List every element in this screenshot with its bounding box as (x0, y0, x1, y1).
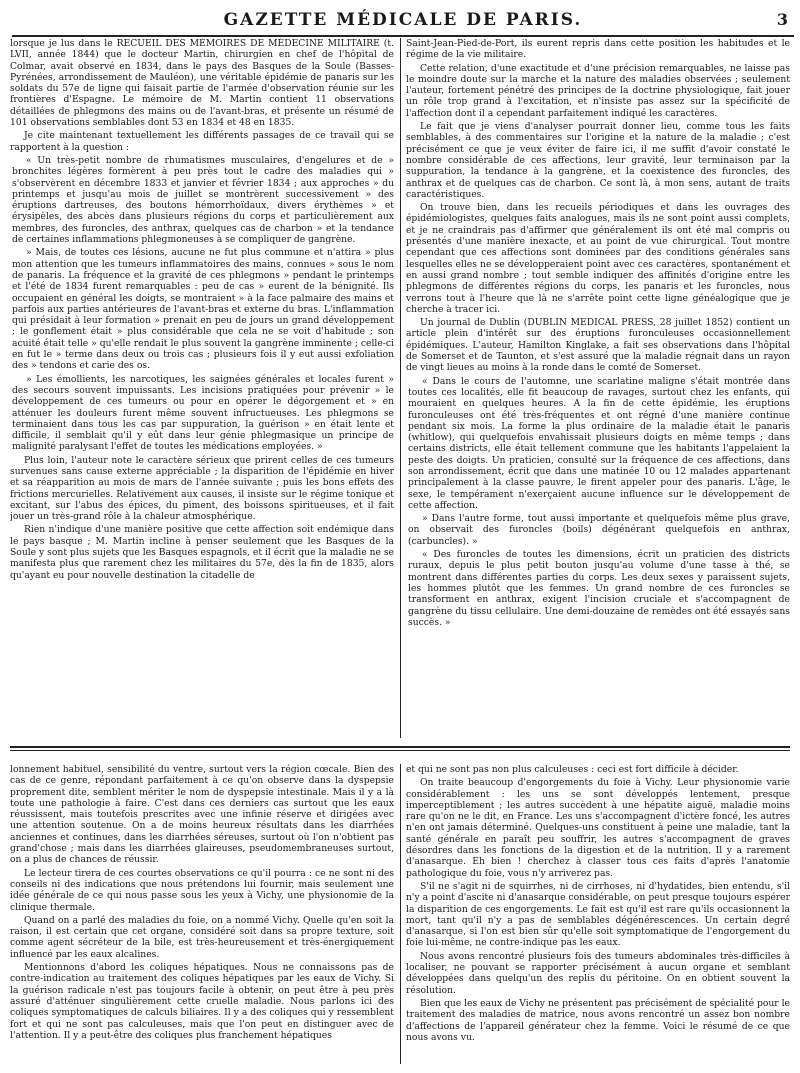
section-divider-thin (10, 750, 790, 751)
paragraph: On trouve bien, dans les recueils périodiques et dans les ouvrages des épidémiologistes, quelques faits analogues, mais ils ne sont point aussi complets, et je ne craindrais pas d'affirmer que généralement ils ont été mal compris ou présentés d'une manière inexacte, et au point de vue chirurgical. Tout montre cependant que ces affections sont dominées par des conditions générales sans lesquelles elles ne se développeraient point avec ces caractères, spontanément et en aussi grand nombre ; tout semble indiquer des affinités d'origine entre les phlegmons de différentes régions du corps, les panaris et les furoncles, nous verrons tout à l'heure que là ne s'arrête point cette ligne généalogique que je cherche à tracer ici. (406, 202, 790, 315)
paragraph: Je cite maintenant textuellement les différents passages de ce travail qui se rapportent à la question : (10, 130, 394, 153)
journal-title: GAZETTE MÉDICALE DE PARIS. (223, 10, 583, 30)
paragraph: Cette relation, d'une exactitude et d'une précision remarquables, ne laisse pas le moindre doute sur la marche et la nature des maladies observées ; seulement l'auteur, fortement pénétré des principes de la doctrine physiologique, fait jouer un rôle trop grand à l'excitation, et n'insiste pas assez sur la spécificité de l'affection dont il a cependant parfaitement indiqué les caractères. (406, 62, 790, 119)
paragraph: Un journal de Dublin (DUBLIN MEDICAL PRESS, 28 juillet 1852) contient un article plein d'intérêt sur des éruptions furonculeuses occasionnellement épidémiques. L'auteur, Hamilton Kinglake, a fait ses observations dans l'hôpital de Somerset et de Taunton, et s'est assuré que la maladie régnait dans un rayon de vingt lieues au moins à la ronde dans le comté de Somerset. (406, 317, 790, 374)
paragraph: Nous avons rencontré plusieurs fois des tumeurs abdominales très-difficiles à localiser, ne pouvant se rapporter précisément à aucun organe et semblant développées dans quelqu'un des replis du péritoine. On en obtient souvent la résolution. (406, 950, 790, 996)
quote-paragraph: « Des furoncles de toutes les dimensions, écrit un praticien des districts ruraux, depuis le plus petit bouton jusqu'au volume d'une tasse à thé, se montrent dans différentes parties du corps. Les deux sexes y paraissent sujets, les hommes plutôt que les femmes. Un grand nombre de ces furoncles se transforment en anthrax, exigent l'incision cruciale et s'accompagnent de gangrène du tissu cellulaire. Une demi-douzaine de remèdes ont été essayés sans succès. » (408, 549, 790, 628)
paragraph: Quand on a parlé des maladies du foie, on a nommé Vichy. Quelle qu'en soit la raison, il est certain que cet organe, considéré soit dans sa propre texture, soit comme agent sécréteur de la bile, est très-heureusement et très-énergiquement influencé par les eaux alcalines. (10, 914, 394, 960)
upper-right-column (406, 38, 790, 738)
quote-paragraph: » Mais, de toutes ces lésions, aucune ne fut plus commune et n'attira » plus mon attention que les tumeurs inflammatoires des mains, connues » sous le nom de panaris. La fréquence et la gravité de ces phlegmons » pendant le printemps et l'été de 1834 furent remarquables : peu de cas » eurent de la bénignité. Ils occupaient en général les doigts, se montraient » à la face palmaire des mains et parfois aux parties antérieures de l'avant-bras et externe du bras. L'inflammation qui présidait à leur formation » prenait en peu de jours un grand développement ; le gonflement était » plus considérable que cela ne se voit d'habitude ; son acuité était telle » qu'elle rendait le plus souvent la gangrène imminente ; celle-ci en fut le » terme dans deux ou trois cas ; plusieurs fois il y eut aussi exfoliation des » tendons et carie des os. (12, 247, 394, 372)
header-rule (12, 35, 794, 37)
paragraph: On traite beaucoup d'engorgements du foie à Vichy. Leur physionomie varie considérablement : les uns se sont développés lentement, presque imperceptiblement ; les autres succèdent à une hépatite aiguë, maladie moins rare qu'on ne le dit, en France. Les uns s'accompagnent d'ictère foncé, les autres n'en ont jamais déterminé. Quelques-uns constituent à peine une maladie, tant la santé générale en paraît peu souffrir, les autres s'accompagnent de graves désordres dans les fonctions de la digestion et de la nutrition. Il y a rarement d'anasarque. Eh bien ! cherchez à classer tous ces faits d'après l'anatomie pathologique du foie, vous n'y arriverez pas. (406, 777, 790, 879)
quote-paragraph: » Les émollients, les narcotiques, les saignées générales et locales furent » des secours souvent impuissants. Les incisions pratiquées pour prévenir » le développement de ces tumeurs ou pour en opérer le dégorgement et » en atténuer les douleurs furent même souvent infructueuses. Les phlegmons se terminaient dans tous les cas par suppuration, la guérison » en était lente et difficile, il semblait qu'il y eût dans leur génie phlegmasique un principe de malignité paralysant l'effet de toutes les médications employées. » (12, 373, 394, 453)
paragraph: Saint-Jean-Pied-de-Port, ils eurent repris dans cette position les habitudes et le régime de la vie militaire. (406, 38, 790, 61)
paragraph: Le fait que je viens d'analyser pourrait donner lieu, comme tous les faits semblables, à des commentaires sur l'origine et la nature de la maladie ; c'est précisément ce que je veux éviter de faire ici, il me suffit d'avoir constaté le nombre considérable de ces affections, leur gravité, leur terminaison par la suppuration, la tendance à la gangrène, et la coexistence des furoncles, des anthrax et de quelques cas de charbon. Ce sont là, à mon sens, autant de traits caractéristiques. (406, 121, 790, 200)
paragraph: Mentionnons d'abord les coliques hépatiques. Nous ne connaissons pas de contre-indication au traitement des coliques hépatiques par les eaux de Vichy. Si la guérison radicale n'est pas toujours facile à obtenir, on peut être à peu près assuré d'atténuer singulièrement cette cruelle maladie. Nous parlons ici des coliques symptomatiques de calculs biliaires. Il y a des coliques qui y ressemblent fort et qui ne sont pas calculeuses, mais que l'on peut en distinguer avec de l'attention. Il y a peut-être des coliques plus franchement hépatiques (10, 962, 394, 1041)
paragraph: lonnement habituel, sensibilité du ventre, surtout vers la région cœcale. Bien des cas de ce genre, répondant parfaitement à ce qu'on observe dans la dyspepsie proprement dite, semblent mériter le nom de dyspepsie intestinale. Mais il y a là toute une pathologie à faire. C'est dans ces derniers cas surtout que les eaux réussissent, mais toutefois prescrites avec une infinie réserve et dirigées avec une attention soutenue. On a de moins heureux résultats dans les diarrhées anciennes et continues, dans les diarrhées séreuses, surtout où l'on n'obtient pas grand'chose ; mais dans les diarrhées glaireuses, pseudomembraneuses surtout, on a plus de chances de réussir. (10, 764, 394, 866)
paragraph: S'il ne s'agit ni de squirrhes, ni de cirrhoses, ni d'hydatides, bien entendu, s'il n'y a point d'ascite ni d'anasarque considérable, on peut presque toujours espérer la disparition de ces engorgements. Le fait est qu'il est rare qu'ils occasionnent la mort, tant qu'il n'y a pas de semblables dégénérescences. Un certain degré d'anasarque, si l'on est bien sûr qu'elle soit symptomatique de l'engorgement du foie lui-même, ne contre-indique pas les eaux. (406, 880, 790, 949)
page-header (12, 6, 794, 34)
page-number: 3 (776, 10, 788, 29)
quote-paragraph: » Dans l'autre forme, tout aussi importante et quelquefois même plus grave, on observait des furoncles (boils) dégénérant quelquefois en anthrax, (carbuncles). » (408, 513, 790, 547)
lower-right-column (406, 764, 790, 1064)
upper-left-column (10, 38, 394, 738)
paragraph: et qui ne sont pas non plus calculeuses : ceci est fort difficile à décider. (406, 764, 739, 775)
column-divider-lower (400, 764, 401, 1064)
lower-left-column (10, 764, 394, 1064)
paragraph: Bien que les eaux de Vichy ne présentent pas précisément de spécialité pour le traitement des maladies de matrice, nous avons rencontré un assez bon nombre d'affections de l'appareil générateur chez la femme. Voici le résumé de ce que nous avons vu. (406, 997, 790, 1043)
paragraph: Rien n'indique d'une manière positive que cette affection soit endémique dans le pays basque ; M. Martin incline à penser seulement que les Basques de la Soule y sont plus sujets que les Basques espagnols, et il écrit que la maladie ne se manifesta plus que rarement chez les militaires du 57e, dès la fin de 1835, alors qu'ayant eu pour nouvelle destination la citadelle de (10, 524, 394, 581)
paragraph: Plus loin, l'auteur note le caractère sérieux que prirent celles de ces tumeurs survenues sans cause externe appréciable ; la disparition de l'épidémie en hiver et sa réapparition au mois de mars de l'année suivante ; puis les bons effets des frictions mercurielles. Relativement aux causes, il insiste sur le régime tonique et excitant, sur l'abus des épices, du piment, des boissons spiritueuses, et il fait jouer un très-grand rôle à la chaleur atmosphérique. (10, 454, 394, 523)
quote-paragraph: « Dans le cours de l'automne, une scarlatine maligne s'était montrée dans toutes ces localités, elle fit beaucoup de ravages, surtout chez les enfants, qui mouraient en quelques heures. A la fin de cette épidémie, les éruptions furonculeuses ont été très-fréquentes et ont régné d'une manière continue pendant six mois. La forme la plus ordinaire de la maladie était le panaris (whitlow), qui quelquefois envahissait plusieurs doigts en même temps ; dans certains districts, elle était tellement commune que les habitants l'appelaient la peste des doigts. Un praticien, consulté sur la fréquence de ces affections, dans son arrondissement, écrit que dans une matinée 10 ou 12 malades appartenant principalement à la classe pauvre, le firent appeler pour des panaris. L'âge, le sexe, le tempérament n'exerçaient aucune influence sur le développement de cette affection. (408, 375, 790, 511)
section-divider (10, 746, 790, 748)
quote-paragraph: « Un très-petit nombre de rhumatismes musculaires, d'engelures et de » bronchites légères formèrent à peu près tout le cadre des maladies qui » s'observèrent en décembre 1833 et janvier et février 1834 ; aux approches » du printemps et jusqu'au mois de juillet se montrèrent successivement » des éruptions dartreuses, des boutons hémorrhoïdaux, divers érythèmes » et érysipèles, des abcès dans plusieurs régions du corps et particulièrement aux membres, des furoncles, des anthrax, quelques cas de charbon » et la tendance de certaines inflammations phlegmoneuses à se compliquer de gangrène. (12, 154, 394, 246)
column-divider-upper (400, 38, 401, 738)
paragraph: lorsque je lus dans le RECUEIL DES MÉMOIRES DE MÉDECINE MILITAIRE (t. LVII, année 1844) que le docteur Martin, chirurgien en chef de l'hôpital de Colmar, avait observé en 1834, dans le pays des Basques de la Soule (Basses-Pyrénées, arrondissement de Mauléon), une véritable épidémie de panaris sur les soldats du 57e de ligne qui faisait partie de l'armée d'observation réunie sur les frontières d'Espagne. Le mémoire de M. Martin contient 11 observations détaillées de phlegmons des mains ou de l'avant-bras, et présente un résumé de 101 observations semblables dont 53 en 1834 et 48 en 1835. (10, 38, 394, 129)
paragraph: Le lecteur tirera de ces courtes observations ce qu'il pourra : ce ne sont ni des conseils ni des indications que nous prétendons lui fournir, mais seulement une idée générale de ce qui nous passe sous les yeux à Vichy, une physionomie de la clinique thermale. (10, 867, 394, 913)
